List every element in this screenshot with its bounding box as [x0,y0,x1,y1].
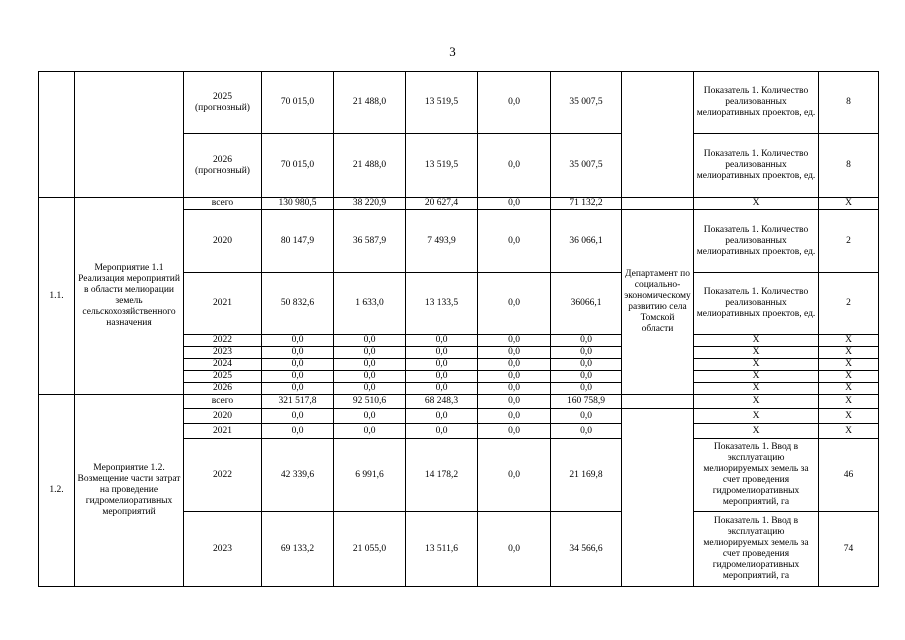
indicator-cell: Х [694,359,819,371]
regional-cell: 0,0 [406,335,478,347]
extrabudget-cell: 71 132,2 [551,198,622,210]
regional-cell: 0,0 [406,359,478,371]
federal-cell: 6 991,6 [334,439,406,512]
year-cell: 2021 [184,273,262,335]
federal-cell: 21 488,0 [334,134,406,198]
regional-cell: 13 519,5 [406,134,478,198]
extrabudget-cell: 21 169,8 [551,439,622,512]
indicator-cell: Х [694,198,819,210]
extrabudget-cell: 0,0 [551,424,622,439]
local-cell: 0,0 [478,439,551,512]
local-cell: 0,0 [478,198,551,210]
local-cell: 0,0 [478,371,551,383]
year-cell: 2020 [184,409,262,424]
total-cell: 321 517,8 [262,395,334,409]
indicator-value-cell: 74 [819,512,879,587]
federal-cell: 0,0 [334,347,406,359]
extrabudget-cell: 0,0 [551,347,622,359]
row-number-cell: 1.2. [39,395,75,587]
extrabudget-cell: 0,0 [551,383,622,395]
extrabudget-cell: 160 758,9 [551,395,622,409]
indicator-value-cell: Х [819,359,879,371]
indicator-value-cell: Х [819,424,879,439]
indicator-value-cell: Х [819,383,879,395]
federal-cell: 0,0 [334,335,406,347]
year-cell: 2023 [184,512,262,587]
federal-cell: 36 587,9 [334,210,406,273]
year-cell: 2022 [184,439,262,512]
page-number: 3 [449,44,456,59]
local-cell: 0,0 [478,273,551,335]
indicator-value-cell: Х [819,409,879,424]
indicator-value-cell: 8 [819,134,879,198]
federal-cell: 0,0 [334,424,406,439]
local-cell: 0,0 [478,134,551,198]
executor-cell [622,409,694,587]
regional-cell: 7 493,9 [406,210,478,273]
local-cell: 0,0 [478,424,551,439]
table-row [39,395,879,409]
regional-cell: 13 133,5 [406,273,478,335]
row-number-cell [39,72,75,198]
total-cell: 0,0 [262,359,334,371]
indicator-cell: Х [694,335,819,347]
federal-cell: 0,0 [334,409,406,424]
total-cell: 0,0 [262,335,334,347]
extrabudget-cell: 35 007,5 [551,72,622,134]
measure-name-cell [75,72,184,198]
extrabudget-cell: 36 066,1 [551,210,622,273]
executor-cell [622,198,694,210]
total-cell: 0,0 [262,371,334,383]
local-cell: 0,0 [478,72,551,134]
total-cell: 50 832,6 [262,273,334,335]
executor-cell: Департамент по социально-экономическому развитию села Томской области [622,210,694,395]
regional-cell: 20 627,4 [406,198,478,210]
total-cell: 130 980,5 [262,198,334,210]
local-cell: 0,0 [478,210,551,273]
indicator-value-cell: 46 [819,439,879,512]
local-cell: 0,0 [478,383,551,395]
federal-cell: 0,0 [334,359,406,371]
indicator-value-cell: Х [819,371,879,383]
total-cell: 70 015,0 [262,134,334,198]
extrabudget-cell: 34 566,6 [551,512,622,587]
year-cell: всего [184,395,262,409]
local-cell: 0,0 [478,409,551,424]
federal-cell: 21 055,0 [334,512,406,587]
federal-cell: 21 488,0 [334,72,406,134]
year-cell: 2022 [184,335,262,347]
federal-cell: 1 633,0 [334,273,406,335]
federal-cell: 38 220,9 [334,198,406,210]
indicator-cell: Х [694,383,819,395]
indicator-cell: Показатель 1. Ввод в эксплуатацию мелиорируемых земель за счет проведения гидромелиоративных мероприятий, га [694,512,819,587]
measure-name-cell: Мероприятие 1.1 Реализация мероприятий в области мелиорации земель сельскохозяйственного назначения [75,198,184,395]
total-cell: 42 339,6 [262,439,334,512]
regional-cell: 0,0 [406,424,478,439]
row-number-cell: 1.1. [39,198,75,395]
indicator-cell: Х [694,424,819,439]
year-cell: 2020 [184,210,262,273]
federal-cell: 0,0 [334,371,406,383]
indicator-value-cell: Х [819,395,879,409]
regional-cell: 0,0 [406,371,478,383]
year-cell: 2026 (прогнозный) [184,134,262,198]
indicator-value-cell: 2 [819,210,879,273]
year-cell: 2024 [184,359,262,371]
indicator-cell: Х [694,395,819,409]
indicator-value-cell: Х [819,347,879,359]
extrabudget-cell: 36066,1 [551,273,622,335]
indicator-cell: Х [694,371,819,383]
local-cell: 0,0 [478,395,551,409]
regional-cell: 13 519,5 [406,72,478,134]
indicator-cell: Показатель 1. Количество реализованных мелиоративных проектов, ед. [694,134,819,198]
extrabudget-cell: 0,0 [551,359,622,371]
indicator-cell: Х [694,409,819,424]
indicator-cell: Х [694,347,819,359]
year-cell: 2025 [184,371,262,383]
indicator-value-cell: Х [819,335,879,347]
total-cell: 0,0 [262,424,334,439]
regional-cell: 0,0 [406,347,478,359]
local-cell: 0,0 [478,335,551,347]
year-cell: всего [184,198,262,210]
year-cell: 2025 (прогнозный) [184,72,262,134]
table-row [39,198,879,210]
year-cell: 2023 [184,347,262,359]
regional-cell: 0,0 [406,409,478,424]
total-cell: 70 015,0 [262,72,334,134]
indicator-cell: Показатель 1. Количество реализованных мелиоративных проектов, ед. [694,273,819,335]
total-cell: 80 147,9 [262,210,334,273]
regional-cell: 68 248,3 [406,395,478,409]
total-cell: 0,0 [262,409,334,424]
local-cell: 0,0 [478,347,551,359]
extrabudget-cell: 0,0 [551,409,622,424]
indicator-value-cell: 8 [819,72,879,134]
regional-cell: 14 178,2 [406,439,478,512]
local-cell: 0,0 [478,359,551,371]
extrabudget-cell: 0,0 [551,371,622,383]
indicator-cell: Показатель 1. Количество реализованных мелиоративных проектов, ед. [694,210,819,273]
total-cell: 0,0 [262,383,334,395]
total-cell: 0,0 [262,347,334,359]
local-cell: 0,0 [478,512,551,587]
extrabudget-cell: 35 007,5 [551,134,622,198]
federal-cell: 92 510,6 [334,395,406,409]
indicator-cell: Показатель 1. Ввод в эксплуатацию мелиорируемых земель за счет проведения гидромелиоративных мероприятий, га [694,439,819,512]
table-row [39,72,879,134]
regional-cell: 13 511,6 [406,512,478,587]
regional-cell: 0,0 [406,383,478,395]
executor-cell [622,72,694,198]
program-table [38,71,879,587]
year-cell: 2021 [184,424,262,439]
extrabudget-cell: 0,0 [551,335,622,347]
year-cell: 2026 [184,383,262,395]
indicator-value-cell: Х [819,198,879,210]
executor-cell [622,395,694,409]
indicator-cell: Показатель 1. Количество реализованных мелиоративных проектов, ед. [694,72,819,134]
indicator-value-cell: 2 [819,273,879,335]
measure-name-cell: Мероприятие 1.2. Возмещение части затрат на проведение гидромелиоративных мероприятий [75,395,184,587]
federal-cell: 0,0 [334,383,406,395]
total-cell: 69 133,2 [262,512,334,587]
